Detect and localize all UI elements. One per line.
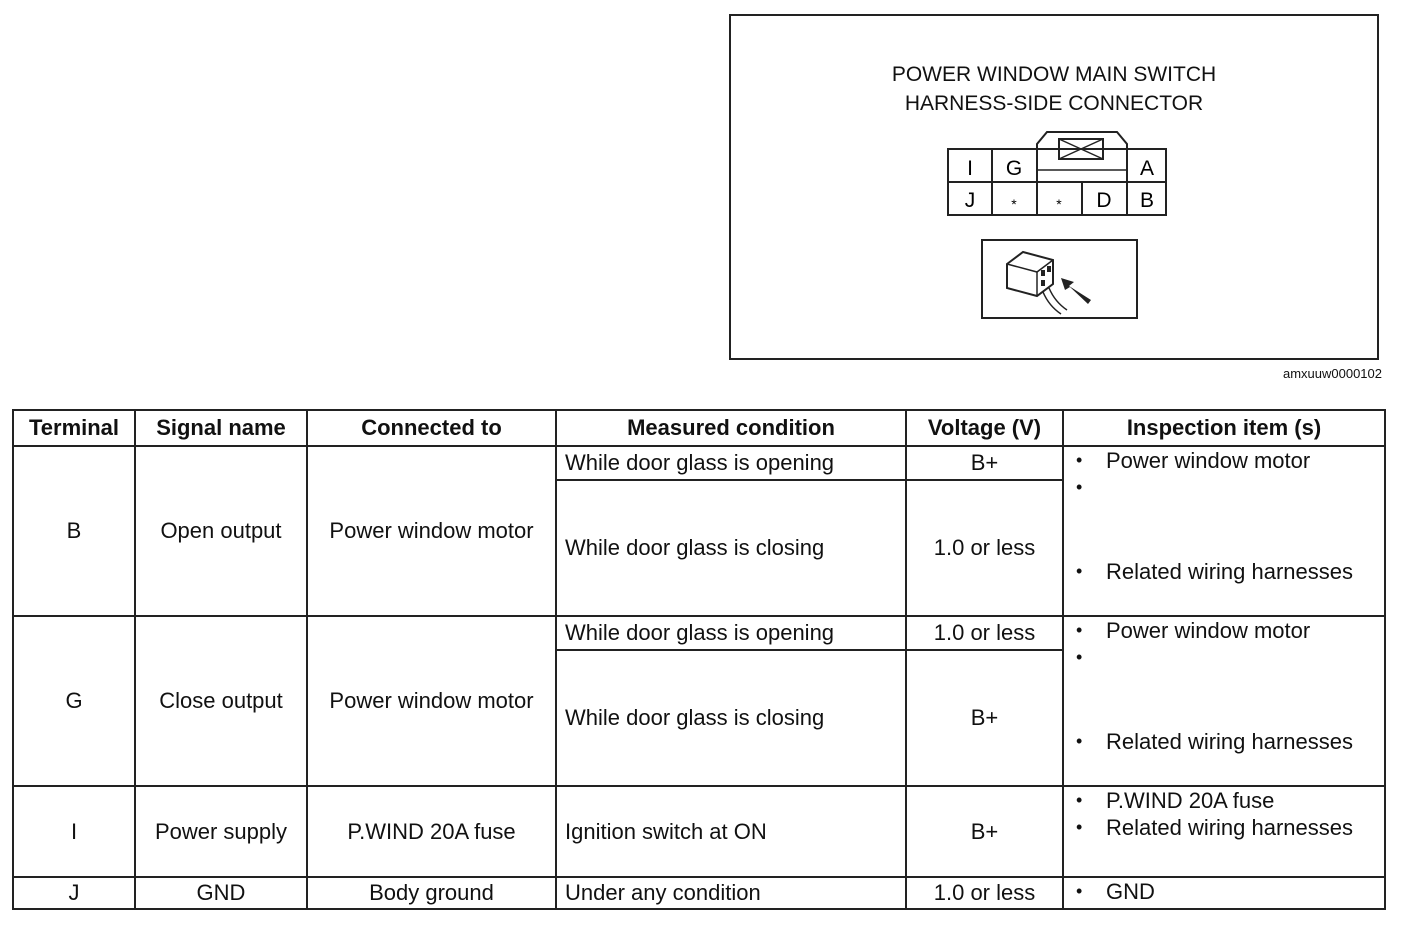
voltage-cell: B+: [906, 446, 1063, 480]
table-header-row: [13, 410, 1385, 446]
header-signal-name: Signal name: [135, 410, 307, 446]
terminal-cell: J: [13, 877, 135, 909]
header-measured-condition: Measured condition: [556, 410, 906, 446]
voltage-cell: 1.0 or less: [906, 480, 1063, 616]
voltage-cell: 1.0 or less: [906, 877, 1063, 909]
pin-top-2: G: [1005, 157, 1023, 180]
connector-diagram: [729, 14, 1379, 360]
table-row: [13, 446, 1385, 480]
condition-cell: While door glass is opening: [556, 616, 906, 650]
pin-top-3: A: [1139, 157, 1155, 180]
list-item: • Related wiring harnesses: [1072, 814, 1376, 841]
header-terminal: Terminal: [13, 410, 135, 446]
condition-cell: While door glass is opening: [556, 446, 906, 480]
voltage-cell: B+: [906, 786, 1063, 877]
connected-cell: Power window motor: [307, 446, 556, 616]
terminal-cell: B: [13, 446, 135, 616]
connected-cell: P.WIND 20A fuse: [307, 786, 556, 877]
list-item: • Power window motor: [1072, 617, 1376, 644]
connected-cell: Body ground: [307, 877, 556, 909]
diagram-title-line1: POWER WINDOW MAIN SWITCH: [891, 63, 1217, 86]
inspection-cell: [1063, 446, 1385, 616]
inspection-cell: [1063, 616, 1385, 786]
condition-cell: Under any condition: [556, 877, 906, 909]
voltage-cell: B+: [906, 650, 1063, 786]
pin-bottom-2: *: [1011, 196, 1017, 212]
diagram-title-line2: HARNESS-SIDE CONNECTOR: [904, 92, 1204, 115]
pin-bottom-4: D: [1096, 189, 1112, 212]
condition-cell: While door glass is closing: [556, 650, 906, 786]
connector-pinout: [731, 16, 1377, 358]
header-voltage: Voltage (V): [906, 410, 1063, 446]
inspection-cell: [1063, 786, 1385, 877]
signal-cell: Power supply: [135, 786, 307, 877]
header-inspection-items: Inspection item (s): [1063, 410, 1385, 446]
table-row: [13, 616, 1385, 650]
pin-bottom-5: B: [1139, 189, 1155, 212]
terminal-cell: G: [13, 616, 135, 786]
list-item: • Related wiring harnesses: [1072, 728, 1376, 755]
header-connected-to: Connected to: [307, 410, 556, 446]
pin-bottom-1: J: [964, 189, 976, 212]
connector-view-icon: [982, 240, 1137, 318]
list-item: • P.WIND 20A fuse: [1072, 787, 1376, 814]
signal-cell: Close output: [135, 616, 307, 786]
figure-reference-code: amxuuw0000102: [1282, 366, 1382, 381]
pin-top-1: I: [967, 157, 973, 180]
condition-cell: Ignition switch at ON: [556, 786, 906, 877]
list-item: • GND: [1072, 878, 1376, 905]
table-row: [13, 786, 1385, 877]
list-item: • Related wiring harnesses: [1072, 558, 1376, 585]
terminal-voltage-table: [12, 409, 1386, 910]
table-row: [13, 877, 1385, 909]
terminal-cell: I: [13, 786, 135, 877]
pin-bottom-3: *: [1056, 196, 1062, 212]
signal-cell: Open output: [135, 446, 307, 616]
signal-cell: GND: [135, 877, 307, 909]
inspection-cell: [1063, 877, 1385, 909]
connected-cell: Power window motor: [307, 616, 556, 786]
voltage-cell: 1.0 or less: [906, 616, 1063, 650]
condition-cell: While door glass is closing: [556, 480, 906, 616]
list-item: • Power window motor: [1072, 447, 1376, 474]
